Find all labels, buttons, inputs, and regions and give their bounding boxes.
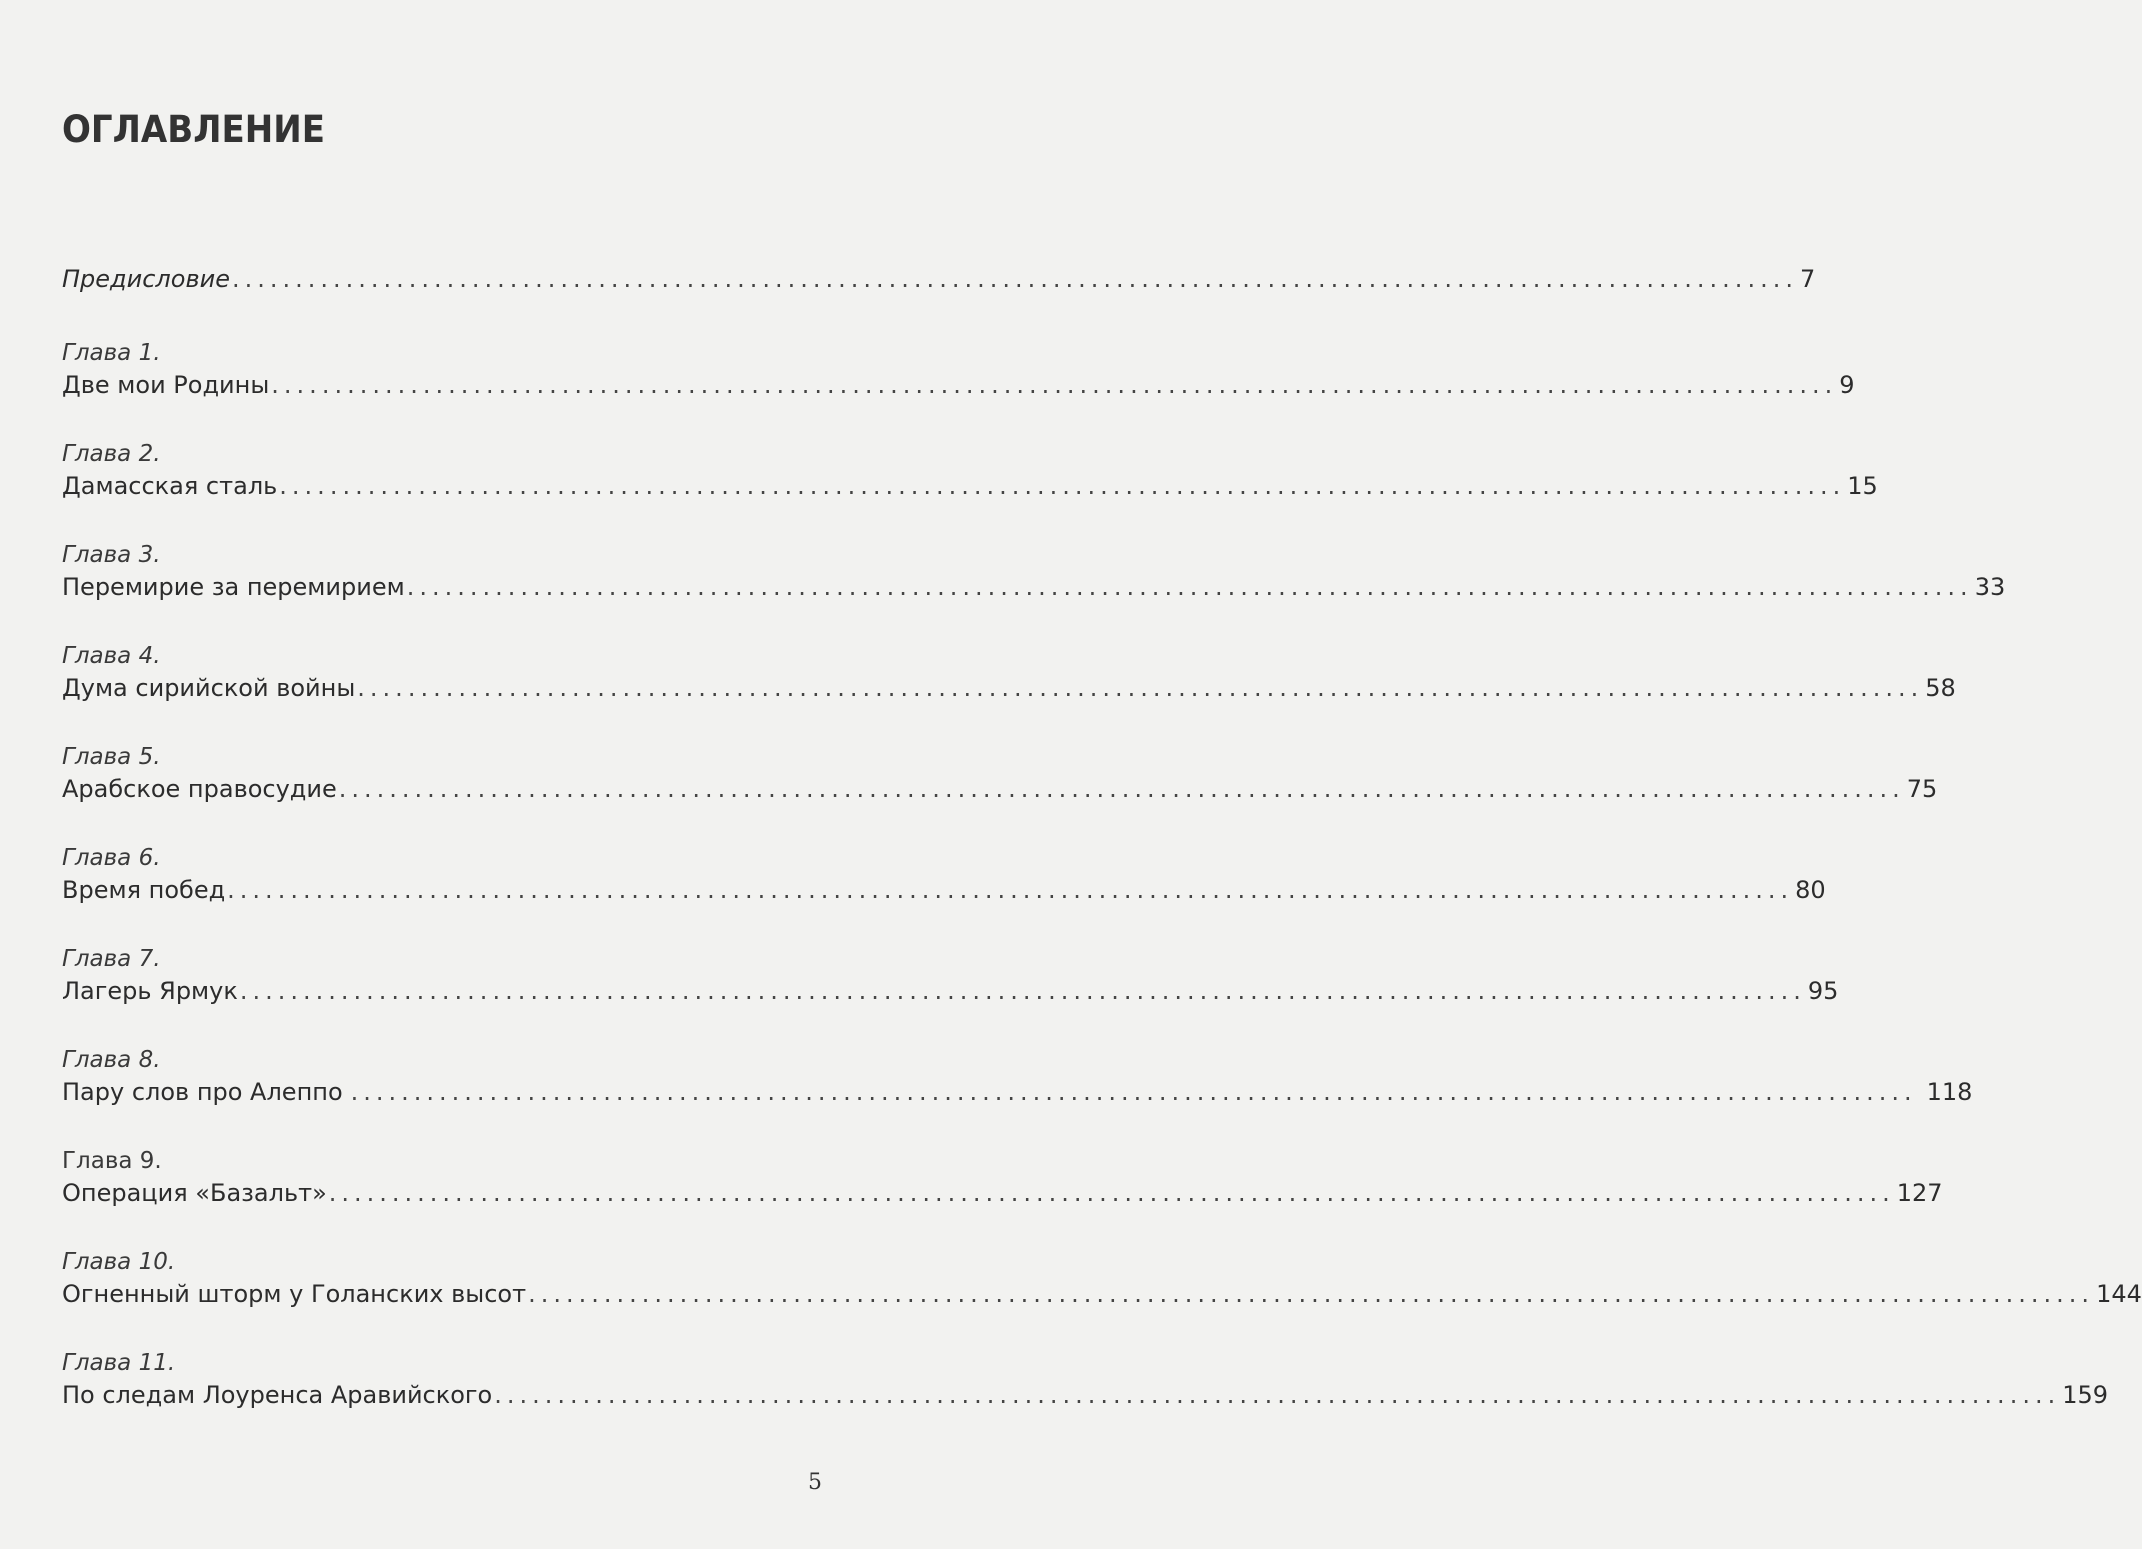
dot-leader: ............................................................................................................................ — [239, 977, 1806, 1005]
toc-entry-page: 127 — [1896, 1179, 1943, 1207]
dot-leader: ............................................................................................................................ — [406, 573, 1973, 601]
toc-entry-chapter-3 — [62, 540, 2006, 604]
dot-leader: ............................................................................................................................ — [328, 1179, 1895, 1207]
chapter-label: Глава 5. — [62, 744, 161, 770]
page-title: ОГЛАВЛЕНИЕ — [62, 108, 325, 151]
dot-leader: ............................................................................................................................ — [494, 1381, 2061, 1409]
toc-entry-chapter-6 — [62, 843, 1826, 907]
chapter-label: Глава 1. — [62, 340, 161, 366]
toc-entry-page: 159 — [2062, 1381, 2109, 1409]
dot-leader: ............................................................................................................................ — [350, 1078, 1917, 1106]
toc-entry-chapter-11 — [62, 1348, 2109, 1412]
dot-leader: ............................................................................................................................ — [528, 1280, 2095, 1308]
chapter-label: Глава 7. — [62, 946, 161, 972]
toc-entry-page: 33 — [1974, 573, 2006, 601]
dot-leader: ............................................................................................................................ — [231, 265, 1798, 293]
chapter-label: Глава 6. — [62, 845, 161, 871]
toc-entry-title: Дамасская сталь — [62, 472, 278, 500]
chapter-label: Глава 10. — [62, 1249, 176, 1275]
toc-entry-chapter-8 — [62, 1045, 1973, 1109]
chapter-label: Глава 3. — [62, 542, 161, 568]
toc-entry-title: Огненный шторм у Голанских высот — [62, 1280, 527, 1308]
toc-entry-page: 80 — [1795, 876, 1826, 904]
chapter-label: Глава 8. — [62, 1047, 161, 1073]
toc-entry-page: 75 — [1906, 775, 1938, 803]
toc-entry-chapter-1 — [62, 338, 1855, 402]
dot-leader: ............................................................................................................................ — [338, 775, 1905, 803]
page-number: 5 — [808, 1470, 822, 1495]
toc-entry-chapter-4 — [62, 641, 1956, 705]
dot-leader: ............................................................................................................................ — [227, 876, 1794, 904]
toc-entry-preface — [62, 262, 1816, 296]
toc-entry-page: 9 — [1839, 371, 1855, 399]
toc-entry-chapter-5 — [62, 742, 1938, 806]
chapter-label: Глава 2. — [62, 441, 161, 467]
toc-entry-page: 118 — [1926, 1078, 1973, 1106]
toc-entry-page: 15 — [1847, 472, 1878, 500]
toc-entry-title: Две мои Родины — [62, 371, 270, 399]
toc-entry-chapter-9 — [62, 1146, 1943, 1210]
toc-entry-title: Операция «Базальт» — [62, 1179, 327, 1207]
toc-entry-title: Пару слов про Алеппо — [62, 1078, 343, 1106]
toc-entry-chapter-10 — [62, 1247, 2142, 1311]
chapter-label: Глава 11. — [62, 1350, 176, 1376]
toc-entry-title: Предисловие — [62, 265, 230, 293]
toc-entry-title: Лагерь Ярмук — [62, 977, 238, 1005]
toc-entry-page: 58 — [1925, 674, 1956, 702]
toc-entry-chapter-7 — [62, 944, 1839, 1008]
toc-entry-chapter-2 — [62, 439, 1878, 503]
toc-entry-page: 144 — [2096, 1280, 2142, 1308]
chapter-label: Глава 9. — [62, 1148, 162, 1174]
chapter-label: Глава 4. — [62, 643, 161, 669]
toc-entry-title: Перемирие за перемирием — [62, 573, 405, 601]
toc-entry-page: 7 — [1799, 265, 1816, 293]
toc-entry-title: Время побед — [62, 876, 226, 904]
toc-entry-title: Арабское правосудие — [62, 775, 337, 803]
dot-leader: ............................................................................................................................ — [357, 674, 1924, 702]
toc-entry-page: 95 — [1807, 977, 1839, 1005]
dot-leader: ............................................................................................................................ — [271, 371, 1838, 399]
dot-leader: ............................................................................................................................ — [279, 472, 1846, 500]
toc-entry-title: По следам Лоуренса Аравийского — [62, 1381, 493, 1409]
toc-entry-title: Дума сирийской войны — [62, 674, 356, 702]
